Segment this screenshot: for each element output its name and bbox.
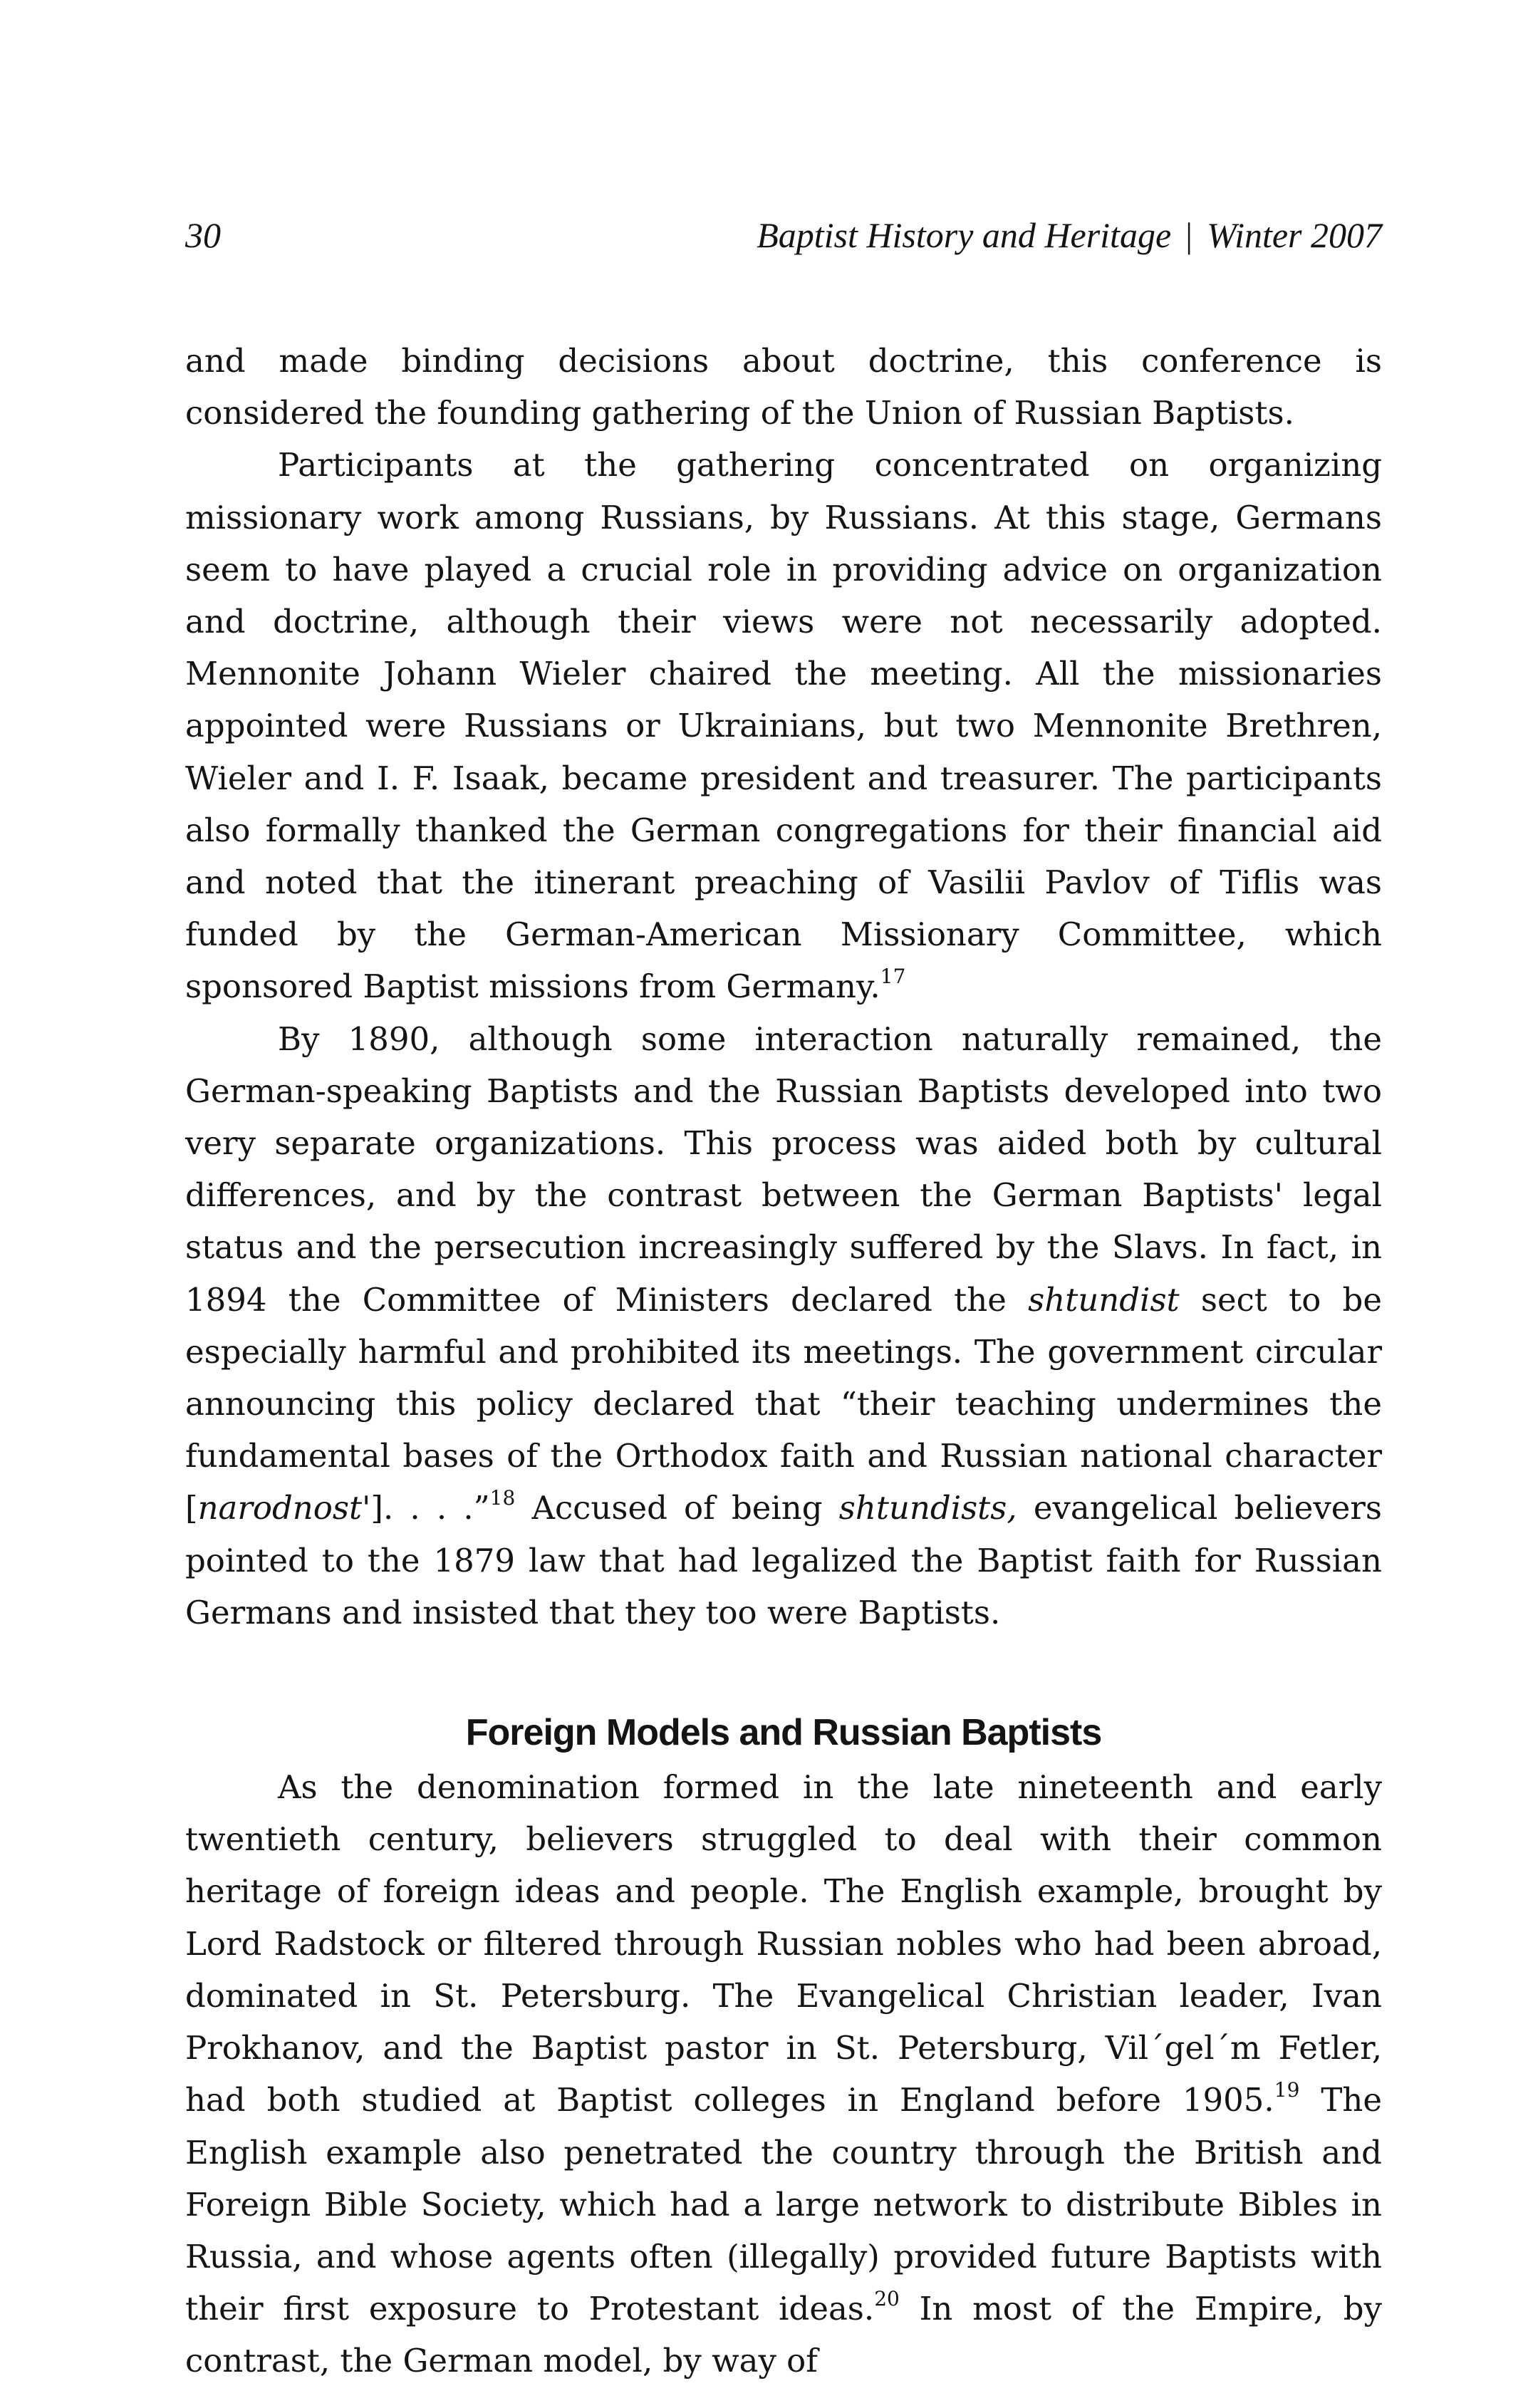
- paragraph-text: In most of the Empire, by contrast, the German model, by way of: [185, 2290, 1382, 2380]
- journal-title: Baptist History and Heritage: [757, 215, 1172, 255]
- italic-term: shtundist: [1028, 1280, 1180, 1319]
- page-number: 30: [185, 215, 221, 255]
- journal-page: [185, 207, 1383, 2380]
- section-heading: Foreign Models and Russian Baptists: [465, 1712, 1102, 1754]
- paragraph-text: As the denomination formed in the late nineteenth and early twentieth century, believers struggled to deal with their common heritage of foreign ideas and people. The English example, brought by Lord Radstock or filtered through Russian nobles who had been abroad, dominated in St. Petersburg. The Evangelical Christian leader, Ivan Prokhanov, and the Baptist pastor in St. Petersburg, Vil´gel´m Fetler, had both studied at Baptist colleges in England before 1905.: [185, 1768, 1382, 2119]
- paragraph-text: evangelical believers pointed to the 1879 law that had legalized the Baptist faith for Russian Germans and insisted that they too were Baptists.: [185, 1489, 1383, 1631]
- footnote-ref-19[interactable]: 19: [1274, 2078, 1300, 2102]
- paragraph-text: Accused of being: [531, 1489, 823, 1527]
- paragraph-continued: [185, 335, 1382, 439]
- italic-term: narodnost': [197, 1489, 371, 1527]
- header-separator: |: [1185, 215, 1193, 255]
- issue-date: Winter 2007: [1207, 215, 1382, 255]
- paragraph-text: and made binding decisions about doctrine, this conference is considered the founding gathering of the Union of Russian Baptists.: [185, 342, 1382, 432]
- paragraph-text: By 1890, although some interaction naturally remained, the German-speaking Baptists and the Russian Baptists developed into two very separate organizations. This process was aided both by cultural differences, and by the contrast between the German Baptists' legal status and the persecution increasingly suffered by the Slavs. In fact, in 1894 the Committee of Ministers declared the: [185, 1019, 1382, 1319]
- footnote-ref-18[interactable]: 18: [489, 1486, 516, 1510]
- italic-term: shtundists,: [838, 1489, 1017, 1527]
- journal-info: [757, 207, 1382, 264]
- running-head: [185, 207, 1382, 264]
- paragraph-text: Participants at the gathering concentrated on organizing missionary work among Russians, by Russians. At this stage, Germans seem to have played a crucial role in providing advice on organization and doctrine, although their views were not necessarily adopted. Mennonite Johann Wieler chaired the meeting. All the missionaries appointed were Russians or Ukrainians, but two Mennonite Brethren, Wieler and I. F. Isaak, became president and treasurer. The participants also formally thanked the German congregations for their financial aid and noted that the itinerant preaching of Vasilii Pavlov of Tiflis was funded by the German-American Missionary Committee, which sponsored Baptist missions from Germany.: [185, 446, 1382, 1006]
- article-body: [185, 335, 1382, 2387]
- footnote-ref-17[interactable]: 17: [880, 965, 906, 989]
- paragraph-text: sect to be especially harmful and prohibited its meetings. The government circular announcing this policy declared that “their teaching undermines the fundamental bases of the Orthodox faith and Russian national character [: [185, 1280, 1382, 1527]
- paragraph-foreign-models: [185, 1761, 1382, 2387]
- footnote-ref-20[interactable]: 20: [874, 2287, 900, 2311]
- paragraph-1890: [185, 1013, 1382, 1639]
- paragraph-participants: [185, 439, 1382, 1012]
- paragraph-text: The English example also penetrated the country through the British and Foreign Bible Society, which had a large network to distribute Bibles in Russia, and whose agents often (illegally) provided future Baptists with their first exposure to Protestant ideas.: [185, 2081, 1382, 2328]
- paragraph-text: ]. . . .”: [370, 1489, 490, 1527]
